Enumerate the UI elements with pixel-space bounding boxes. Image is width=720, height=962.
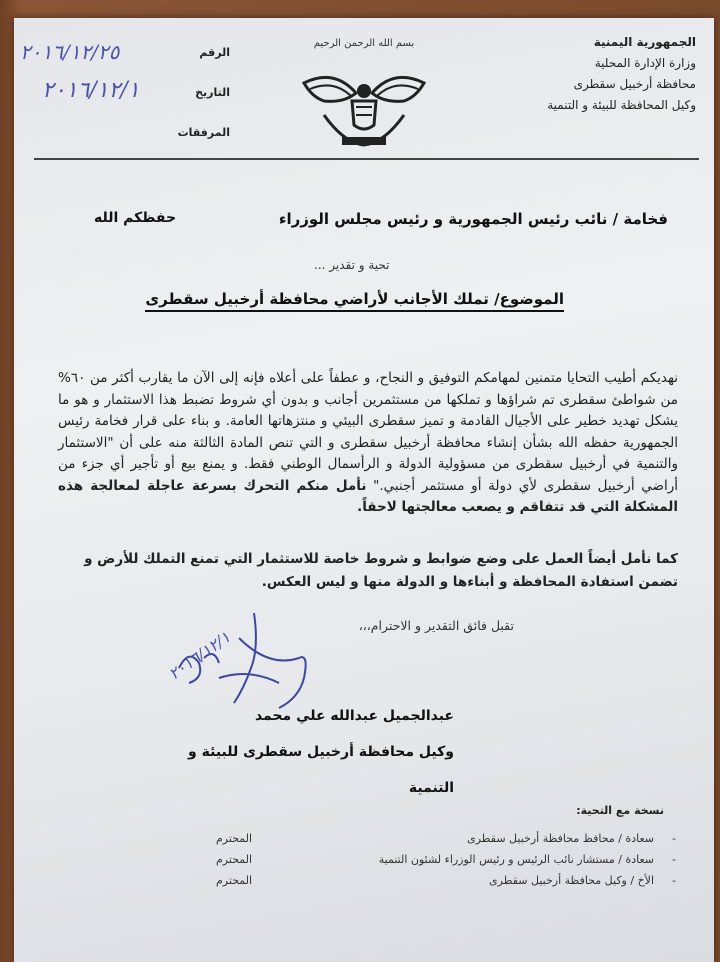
cc-item-honorific: المحترم: [216, 832, 253, 845]
letter-page: [14, 18, 714, 962]
bullet-icon: -: [672, 853, 676, 866]
cc-item: [216, 849, 676, 870]
attachments-label: المرفقات: [177, 126, 230, 139]
cc-item: [216, 870, 676, 891]
cc-item-text: الأخ / وكيل محافظة أرخبيل سقطرى: [489, 874, 654, 887]
date-label: التاريخ: [195, 86, 230, 99]
attachments-row: [20, 116, 230, 156]
bullet-icon: -: [672, 874, 676, 887]
body-urgent-request: نأمل منكم التحرك بسرعة عاجلة لمعالجة هذه المشكلة التي قد تتفاقم و يصعب معالجتها لاحقاً.: [58, 477, 678, 515]
ref-value: ٢٠١٦/١٢/٢٥: [20, 40, 120, 64]
body-paragraph-1: [58, 368, 678, 519]
letterhead-line-4: وكيل المحافظة للبيئة و التنمية: [547, 98, 696, 112]
bismillah: بسم الله الرحمن الرحيم: [313, 38, 415, 49]
subject-line: الموضوع/ تملك الأجانب لأراضي محافظة أرخبيل سقطرى: [145, 290, 564, 312]
reference-block: [20, 36, 230, 156]
signer-title: وكيل محافظة أرخبيل سقطرى للبيئة و التنمية: [188, 744, 454, 796]
date-value: ٢٠١٦/١٢/١: [42, 78, 140, 103]
ref-label: الرقم: [199, 46, 230, 59]
date-row: [20, 76, 230, 116]
signer-block: [164, 698, 454, 806]
cc-item-honorific: المحترم: [216, 853, 253, 866]
cc-item: [216, 828, 676, 849]
cc-item-honorific: المحترم: [216, 874, 253, 887]
cc-item-text: سعادة / مستشار نائب الرئيس و رئيس الوزراء لشئون التنمية: [378, 853, 654, 866]
cc-title: نسخة مع التحية:: [576, 804, 664, 817]
closing-line: تقبل فائق التقدير و الاحترام،،،: [358, 618, 514, 633]
cc-list: [216, 828, 676, 891]
body-paragraph-2: كما نأمل أيضاً العمل على وضع ضوابط و شروط خاصة للاستثمار التي تمنع التملك للأرض و تضمن استفادة المحافظة و أبناءها و الدولة منها و ليس العكس.: [84, 551, 678, 590]
cc-item-text: سعادة / محافظ محافظة أرخبيل سقطرى: [467, 832, 654, 845]
letterhead-line-2: وزارة الإدارة المحلية: [594, 56, 696, 70]
bullet-icon: -: [672, 832, 676, 845]
letterhead-right: [516, 32, 696, 116]
greeting: تحية و تقدير ...: [314, 258, 390, 272]
letterhead-line-3: محافظة أرخبيل سقطرى: [573, 77, 696, 91]
eagle-emblem-icon: [294, 63, 434, 153]
ref-row: [20, 36, 230, 76]
signature-date: ٢٠١٦/١٢/١: [164, 627, 234, 684]
recipient-line: فخامة / نائب رئيس الجمهورية و رئيس مجلس الوزراء: [278, 210, 668, 228]
letterhead-line-1: الجمهورية اليمنية: [593, 35, 696, 49]
salutation: حفظكم الله: [94, 210, 177, 226]
body-text: نهديكم أطيب التحايا متمنين لمهامكم التوفيق و النجاح، و عطفاً على أعلاه فإنه إلى الآن ما يقارب أكثر من ٦٠% من شواطئ سقطرى تم شراؤها و تملكها من مستثمرين أجانب و بدون أي شروط تضبط هذا الاستثمار و هو ما يشكل تهديد خطير على الأجيال القادمة و تميز سقطرى البيئي و منتزهاتها العامة. و بناء على قرار فخامة رئيس الجمهورية حفظه الله بشأن إنشاء محافظة أرخبيل سقطرى و التي تنص المادة الثالثة منه على أن "الاستثمار والتنمية في أرخبيل سقطرى من مسؤولية الدولة و الرأسمال الوطني فقط. و يمنع بيع أو تأجير أي جزء من أراضي أرخبيل سقطرى لأي دولة أو مستثمر أجنبي.": [58, 370, 679, 494]
header-divider: [34, 158, 699, 160]
signer-name: عبدالجميل عبدالله علي محمد: [254, 708, 454, 724]
